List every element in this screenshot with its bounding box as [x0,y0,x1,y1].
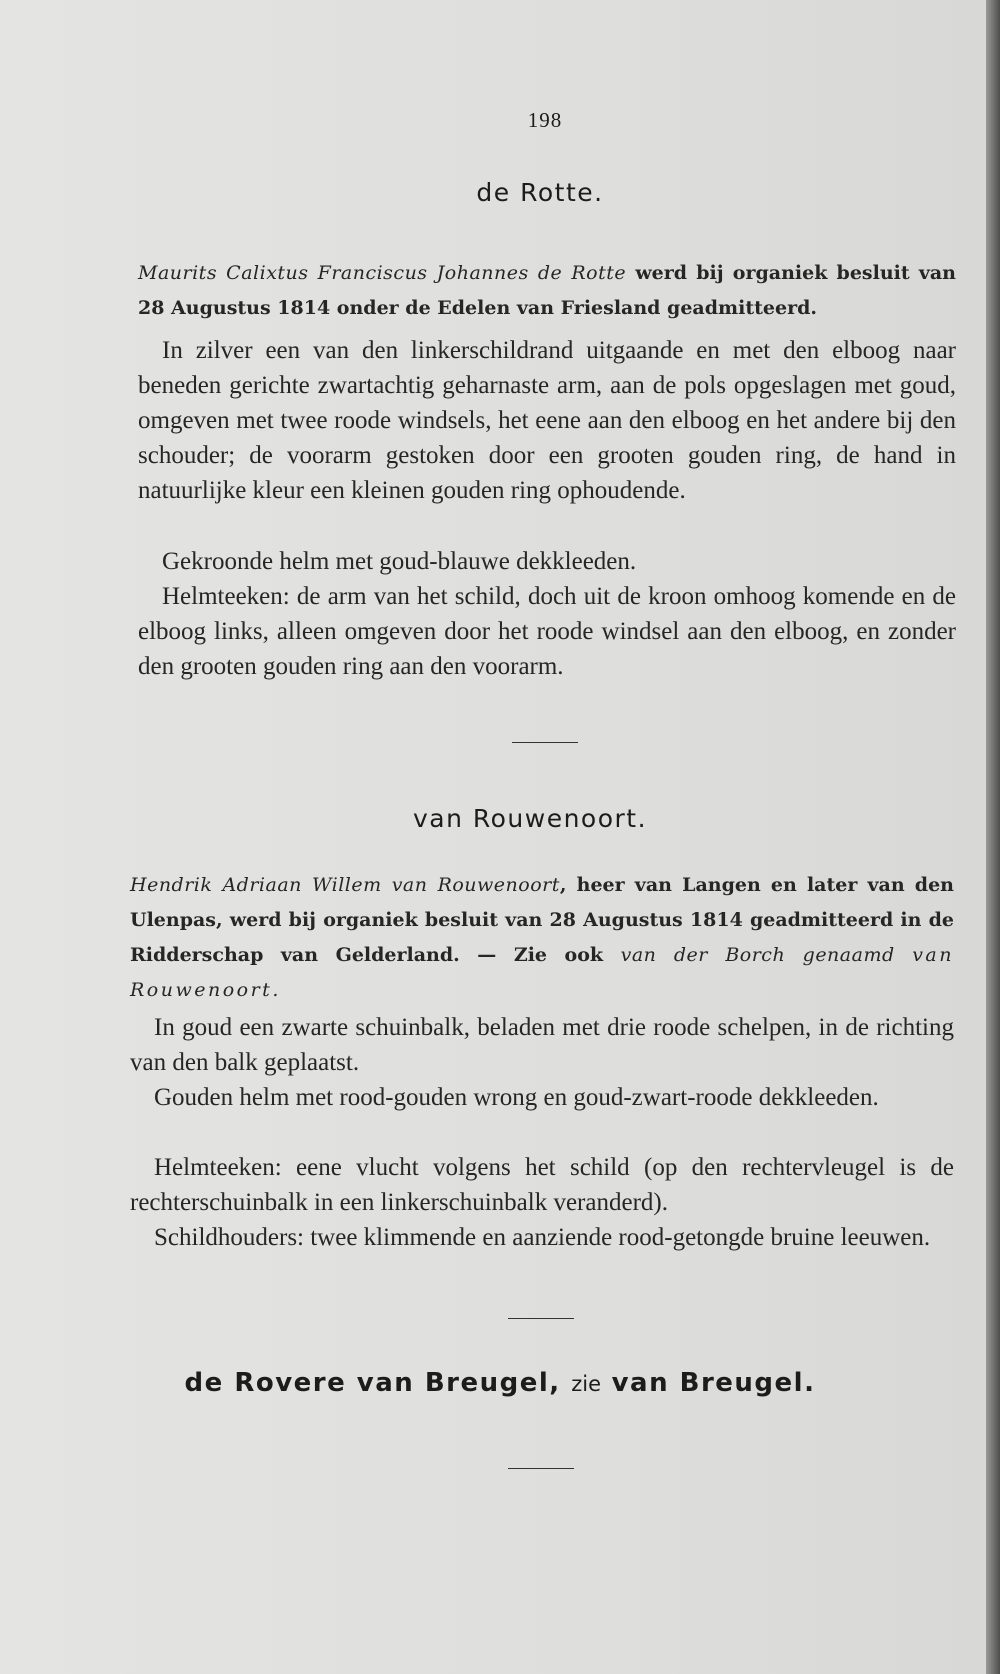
intro-van-rouwenoort [130,868,954,1008]
helm-paragraph: Gouden helm met rood-gouden wrong en goud-zwart-roode dekkleeden. [154,1084,879,1111]
section-divider [508,1318,574,1319]
cross-reference-name: de Rovere van Breugel [184,1368,550,1398]
section-divider [512,742,578,743]
intro-de-rotte [138,256,956,326]
blazon-paragraph: In goud een zwarte schuinbalk, beladen met drie roode schelpen, in de richting van den balk geplaatst. [130,1014,954,1076]
section-divider [508,1468,574,1469]
section-title-de-rotte: de Rotte. [476,178,604,207]
page-edge-shadow [986,0,1000,1674]
person-name: Hendrik Adriaan Willem van Rouwenoort [130,874,560,896]
reference-prefix: van der Borch genaamd [620,944,895,966]
reference-end: . [272,979,279,1001]
crest-paragraph: Helmteeken: eene vlucht volgens het schild (op den rechtervleugel is de rechterschuinbalk in een linkerschuinbalk veranderd). [130,1154,954,1216]
helm-paragraph: Gekroonde helm met goud-blauwe dekkleeden. [162,548,637,575]
intro-text: , heer van Langen en later van den Ulenpas, werd bij organiek besluit van 28 Augustus 1814 geadmitteerd in de Ridderschap van Gelderland. — Zie ook [130,874,954,966]
cross-reference-see: zie [571,1372,602,1396]
intro-text: werd bij organiek besluit van 28 Augustus 1814 onder de Edelen van Friesland geadmitteerd. [138,262,956,319]
supporters-paragraph: Schildhouders: twee klimmende en aanziende rood-getongde bruine leeuwen. [154,1224,931,1251]
blazon-paragraph: In zilver een van den linkerschildrand uitgaande en met den elboog naar beneden gerichte zwartachtig geharnaste arm, aan de pols opgeslagen met goud, omgeven met twee roode windsels, het eene aan den elboog en het andere bij den schouder; de voorarm gestoken door een grooten gouden ring, de hand in natuurlijke kleur een kleinen gouden ring ophoudende. [138,337,956,504]
reference-name: van Rouwenoort [130,944,954,1001]
cross-reference: de Rovere van Breugel, zie van Breugel. [184,1368,816,1398]
section-title-van-rouwenoort [0,804,1000,833]
page-number: 198 [527,108,563,132]
crest-paragraph: Helmteeken: de arm van het schild, doch uit de kroon omhoog komende en de elboog links, alleen omgeven door het roode windsel aan den elboog, en zonder den grooten gouden ring aan den voorarm. [138,583,956,680]
section-title-text: van Rouwenoort. [412,804,648,833]
cross-reference-target: van Breugel. [611,1368,816,1398]
person-name: Maurits Calixtus Franciscus Johannes de Rotte [138,262,627,284]
